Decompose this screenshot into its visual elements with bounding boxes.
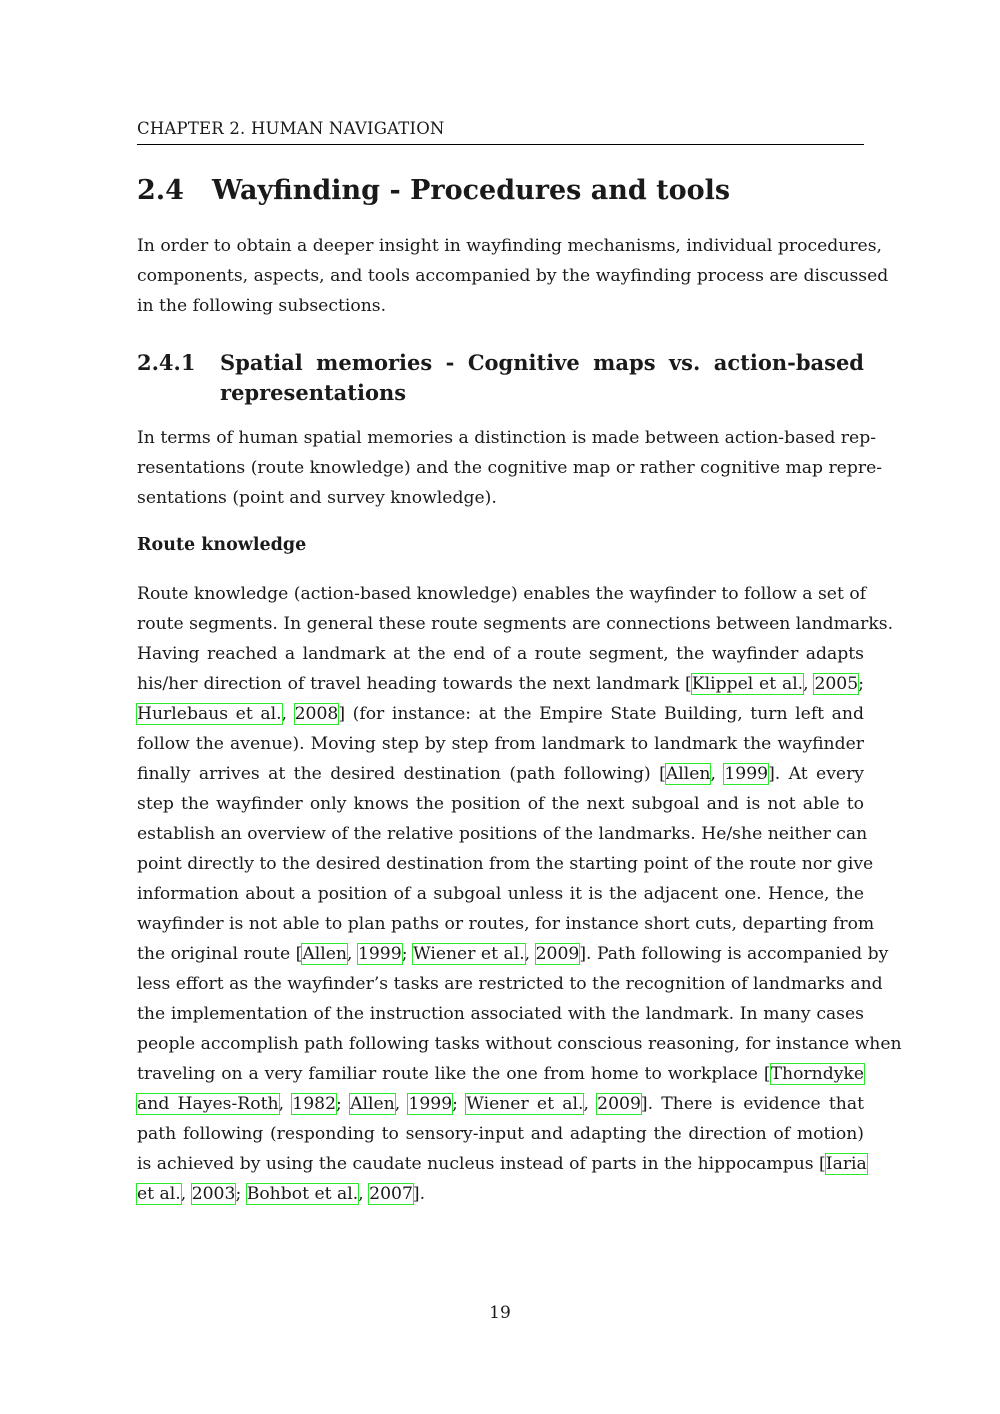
citation-link[interactable]: Allen (665, 764, 711, 784)
citation-link[interactable]: Bohbot et al. (246, 1184, 359, 1204)
text-line: information about a position of a subgoal unless it is the adjacent one. Hence, the (137, 884, 864, 904)
text-line: people accomplish path following tasks without conscious reasoning, for instance when (137, 1034, 902, 1054)
citation-link[interactable]: 2007 (369, 1184, 413, 1204)
citation-link[interactable]: 2005 (814, 674, 859, 694)
text-line: less effort as the wayfinder’s tasks are restricted to the recognition of landmarks and (137, 974, 883, 994)
text-line: step the wayfinder only knows the position of the next subgoal and is not able to (137, 794, 864, 814)
citation-link[interactable]: Klippel et al. (691, 674, 804, 694)
text-line: resentations (route knowledge) and the cognitive map or rather cognitive map repre- (137, 458, 883, 478)
text-line: components, aspects, and tools accompanied by the wayfinding process are discussed (137, 266, 889, 286)
text-line: route segments. In general these route segments are connections between landmarks. (137, 614, 894, 634)
citation-link[interactable]: 1999 (408, 1094, 453, 1114)
intro-paragraph (137, 231, 889, 321)
citation-link[interactable]: 1982 (292, 1094, 337, 1114)
text-line: his/her direction of travel heading towards the next landmark [Klippel et al., 2005; (137, 674, 864, 694)
text-line: establish an overview of the relative positions of the landmarks. He/she neither can (137, 824, 868, 844)
text-line: et al., 2003; Bohbot et al., 2007]. (137, 1184, 426, 1204)
section-heading (137, 175, 864, 206)
citation-link[interactable]: Wiener et al. (466, 1094, 584, 1114)
citation-link[interactable]: Allen (302, 944, 347, 964)
text-line: the implementation of the instruction associated with the landmark. In many cases (137, 1004, 864, 1024)
subsection-intro-paragraph (137, 423, 883, 513)
citation-link[interactable]: Allen (350, 1094, 395, 1114)
citation-link[interactable]: 2009 (535, 944, 580, 964)
text-line: Hurlebaus et al., 2008] (for instance: at the Empire State Building, turn left and (137, 704, 864, 724)
text-line: wayfinder is not able to plan paths or routes, for instance short cuts, departing from (137, 914, 875, 934)
section-number: 2.4 (137, 175, 184, 206)
running-head: CHAPTER 2. HUMAN NAVIGATION (137, 119, 864, 145)
citation-link[interactable]: and Hayes-Roth (137, 1094, 279, 1114)
subsection-number: 2.4.1 (137, 350, 196, 375)
subsection-title-line: Spatial memories - Cognitive maps vs. action-based (220, 350, 864, 375)
citation-link[interactable]: 1999 (357, 944, 402, 964)
subsection-title-line: representations (220, 380, 407, 405)
route-knowledge-paragraph (137, 579, 902, 1209)
text-line: point directly to the desired destination from the starting point of the route nor give (137, 854, 874, 874)
citation-link[interactable]: Hurlebaus et al. (137, 704, 282, 724)
text-line: Route knowledge (action-based knowledge) enables the wayfinder to follow a set of (137, 584, 867, 604)
text-line: sentations (point and survey knowledge). (137, 488, 497, 508)
subsection-heading (137, 348, 864, 408)
text-line: finally arrives at the desired destination (path following) [Allen, 1999]. At every (137, 764, 865, 784)
text-line: In order to obtain a deeper insight in wayfinding mechanisms, individual procedures, (137, 236, 882, 256)
text-line: path following (responding to sensory-input and adapting the direction of motion) (137, 1124, 864, 1144)
citation-link[interactable]: 2003 (191, 1184, 236, 1204)
text-line: is achieved by using the caudate nucleus instead of parts in the hippocampus [Iaria (137, 1154, 867, 1174)
citation-link[interactable]: et al. (137, 1184, 181, 1204)
citation-link[interactable]: 2009 (597, 1094, 641, 1114)
citation-link[interactable]: 1999 (724, 764, 769, 784)
text-line: In terms of human spatial memories a distinction is made between action-based rep- (137, 428, 877, 448)
text-line: follow the avenue). Moving step by step from landmark to landmark the wayfinder (137, 734, 864, 754)
citation-link[interactable]: 2008 (294, 704, 339, 724)
citation-link[interactable]: Thorndyke (770, 1064, 864, 1084)
section-title: Wayfinding - Procedures and tools (212, 175, 731, 206)
text-line: traveling on a very familiar route like the one from home to workplace [Thorndyke (137, 1064, 864, 1084)
page-number: 19 (489, 1303, 511, 1323)
text-line: the original route [Allen, 1999; Wiener et al., 2009]. Path following is accompanied by (137, 944, 889, 964)
text-line: and Hayes-Roth, 1982; Allen, 1999; Wiener et al., 2009]. There is evidence that (137, 1094, 864, 1114)
citation-link[interactable]: Iaria (825, 1154, 867, 1174)
paragraph-heading: Route knowledge (137, 535, 307, 555)
text-line: Having reached a landmark at the end of a route segment, the wayfinder adapts (137, 644, 864, 664)
citation-link[interactable]: Wiener et al. (412, 944, 525, 964)
text-line: in the following subsections. (137, 296, 387, 316)
